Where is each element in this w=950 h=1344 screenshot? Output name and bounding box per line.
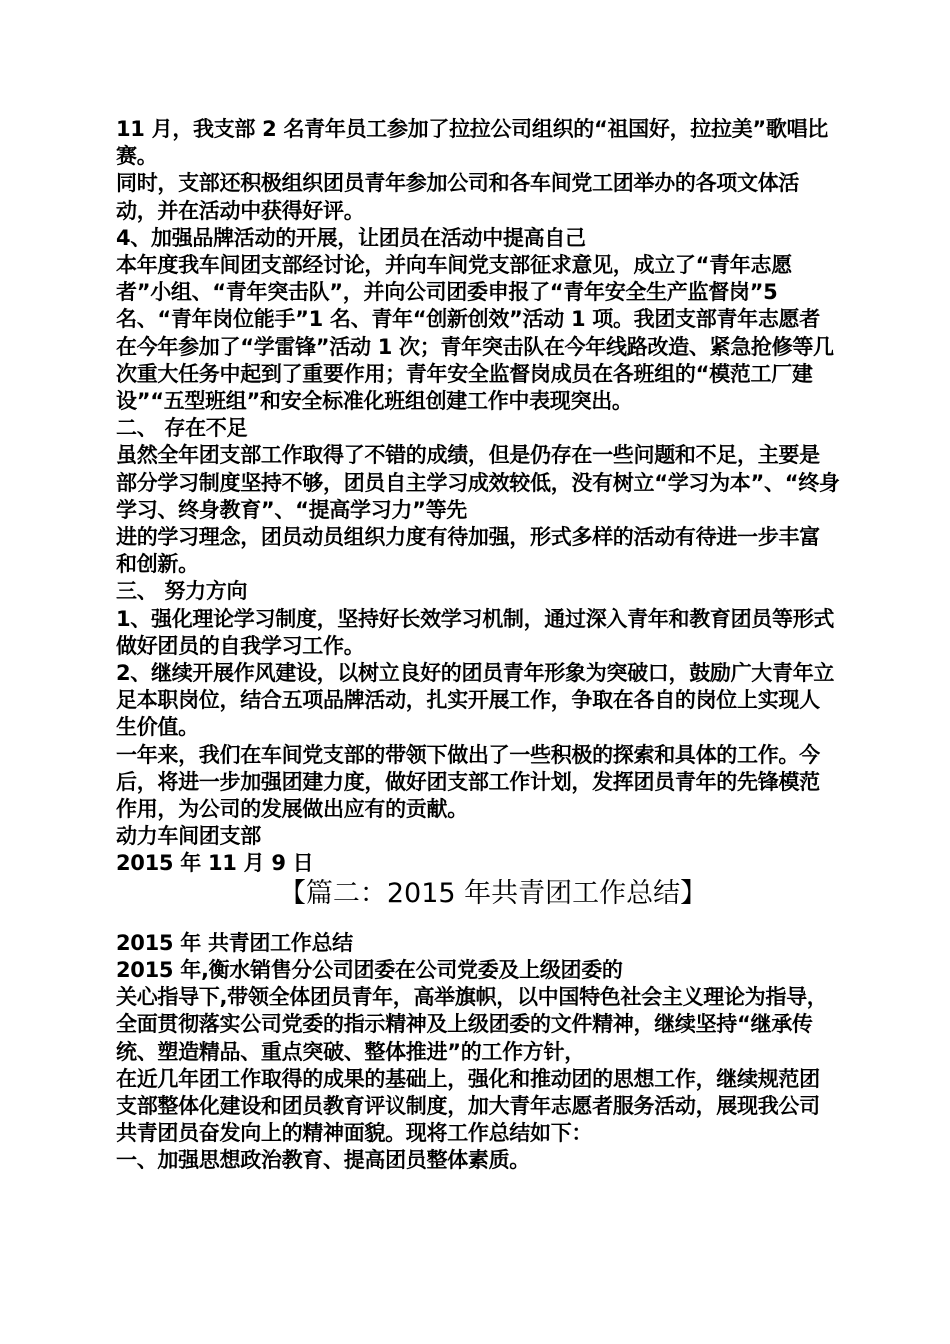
paragraph: 虽然全年团支部工作取得了不错的成绩，但是仍存在一些问题和不足，主要是部分学习制度坚持不够，团员自主学习成效较低，没有树立“学习为本”、“终身学习、终身教育”、“提高学习力”等先	[116, 443, 840, 522]
date-line: 2015 年 11 月 9 日	[116, 851, 314, 876]
signature: 动力车间团支部	[116, 824, 261, 849]
paragraph: 2、继续开展作风建设，以树立良好的团员青年形象为突破口，鼓励广大青年立足本职岗位，结合五项品牌活动，扎实开展工作，争取在各自的岗位上实现人生价值。	[116, 661, 835, 740]
paragraph: 2015 年,衡水销售分公司团委在公司党委及上级团委的	[116, 957, 623, 982]
document-title: 2015 年 共青团工作总结	[116, 930, 353, 955]
paragraph: 1、强化理论学习制度，坚持好长效学习机制，通过深入青年和教育团员等形式做好团员的自我学习工作。	[116, 606, 835, 658]
section-title: 二、 存在不足	[116, 416, 248, 441]
section-title: 一、加强思想政治教育、提高团员整体素质。	[116, 1148, 530, 1173]
paragraph: 关心指导下,带领全体团员青年，高举旗帜，以中国特色社会主义理论为指导，全面贯彻落实公司党委的指示精神及上级团委的文件精神，继续坚持“继承传统、塑造精品、重点突破、整体推进”的工作方针，	[116, 985, 828, 1064]
paragraph: 在近几年团工作取得的成果的基础上，强化和推动团的思想工作，继续规范团支部整体化建设和团员教育评议制度，加大青年志愿者服务活动，展现我公司共青团员奋发向上的精神面貌。现将工作总结如下：	[116, 1066, 820, 1146]
section-heading: 【篇二：2015 年共青团工作总结】	[278, 877, 708, 909]
paragraph: 11 月，我支部 2 名青年员工参加了拉拉公司组织的“祖国好，拉拉美”歌唱比赛。	[116, 117, 828, 169]
paragraph: 进的学习理念，团员动员组织力度有待加强，形式多样的活动有待进一步丰富和创新。	[116, 525, 820, 577]
section-title: 三、 努力方向	[116, 579, 248, 604]
subheading: 4、加强品牌活动的开展，让团员在活动中提高自己	[116, 225, 586, 250]
paragraph: 一年来，我们在车间党支部的带领下做出了一些积极的探索和具体的工作。今后，将进一步加强团建力度，做好团支部工作计划，发挥团员青年的先锋模范作用，为公司的发展做出应有的贡献。	[116, 742, 820, 822]
document-body	[116, 116, 840, 1175]
paragraph: 本年度我车间团支部经讨论，并向车间党支部征求意见，成立了“青年志愿者”小组、“青年突击队”，并向公司团委申报了“青年安全生产监督岗”5 名、“青年岗位能手”1 名、青年“创新创效”活动 1 项。我团支部青年志愿者在今年参加了“学雷锋”活动 1 次；青年突击队在今年线路改造、紧急抢修等几次重大任务中起到了重要作用；青年安全监督岗成员在各班组的“模范工厂建设”“五型班组”和安全标准化班组创建工作中表现突出。	[116, 253, 834, 414]
paragraph: 同时，支部还积极组织团员青年参加公司和各车间党工团举办的各项文体活动，并在活动中获得好评。	[116, 171, 800, 223]
